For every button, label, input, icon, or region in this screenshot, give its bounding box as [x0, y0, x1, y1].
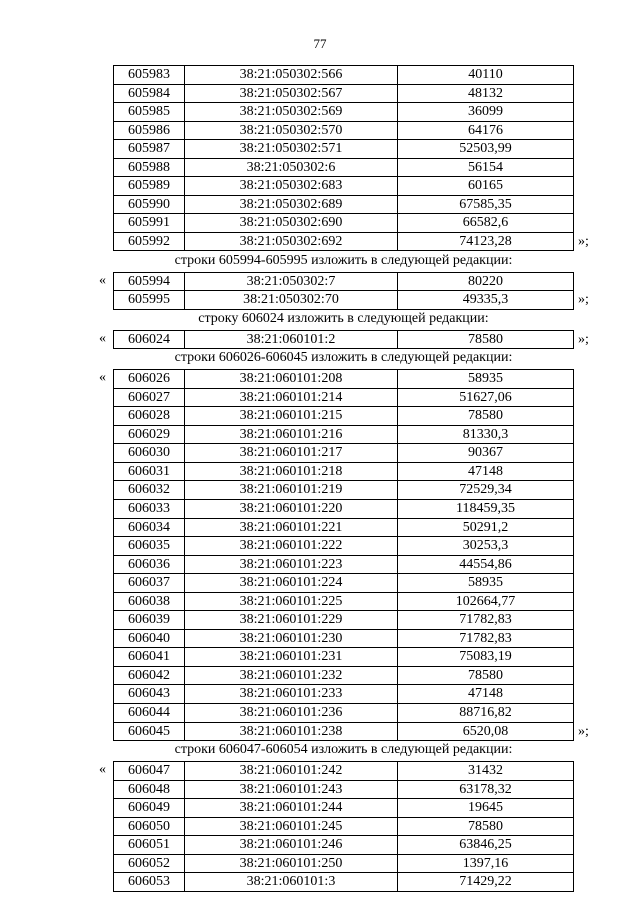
row-number-cell: 606040 — [114, 629, 185, 648]
cadastral-number-cell: 38:21:060101:245 — [185, 817, 398, 836]
table-row — [114, 140, 574, 159]
value-cell: 47148 — [398, 462, 574, 481]
value-cell: 75083,19 — [398, 648, 574, 667]
row-number-cell: 605983 — [114, 66, 185, 85]
table-row — [114, 177, 574, 196]
closing-quote: »; — [578, 723, 589, 739]
row-number-cell: 606026 — [114, 370, 185, 389]
value-cell: 40110 — [398, 66, 574, 85]
cadastral-number-cell: 38:21:060101:221 — [185, 518, 398, 537]
cadastral-number-cell: 38:21:060101:250 — [185, 854, 398, 873]
cadastral-number-cell: 38:21:060101:230 — [185, 629, 398, 648]
value-cell: 36099 — [398, 103, 574, 122]
table-row — [114, 854, 574, 873]
value-cell: 102664,77 — [398, 592, 574, 611]
table-row — [114, 84, 574, 103]
value-cell: 31432 — [398, 762, 574, 781]
closing-quote: »; — [578, 331, 589, 347]
row-number-cell: 606045 — [114, 722, 185, 741]
cadastral-number-cell: 38:21:060101:246 — [185, 836, 398, 855]
cadastral-number-cell: 38:21:060101:231 — [185, 648, 398, 667]
table-row — [114, 574, 574, 593]
cadastral-number-cell: 38:21:060101:2 — [185, 330, 398, 349]
value-cell: 90367 — [398, 444, 574, 463]
table-row — [114, 703, 574, 722]
opening-quote: « — [99, 762, 106, 778]
cadastral-number-cell: 38:21:060101:243 — [185, 780, 398, 799]
register-table — [113, 330, 574, 350]
table-row — [114, 481, 574, 500]
cadastral-number-cell: 38:21:050302:683 — [185, 177, 398, 196]
cadastral-number-cell: 38:21:060101:208 — [185, 370, 398, 389]
table-row — [114, 462, 574, 481]
table-row — [114, 407, 574, 426]
row-number-cell: 606031 — [114, 462, 185, 481]
table-row — [114, 722, 574, 741]
cadastral-number-cell: 38:21:050302:566 — [185, 66, 398, 85]
cadastral-number-cell: 38:21:060101:224 — [185, 574, 398, 593]
table-row — [114, 388, 574, 407]
row-number-cell: 606050 — [114, 817, 185, 836]
table-row — [114, 555, 574, 574]
amendment-heading: строки 606047-606054 изложить в следующей редакции: — [174, 742, 513, 758]
table-row — [114, 836, 574, 855]
value-cell: 44554,86 — [398, 555, 574, 574]
opening-quote: « — [99, 272, 106, 288]
cadastral-number-cell: 38:21:050302:70 — [185, 291, 398, 310]
value-cell: 19645 — [398, 799, 574, 818]
cadastral-number-cell: 38:21:050302:569 — [185, 103, 398, 122]
opening-quote: « — [99, 330, 106, 346]
row-number-cell: 605987 — [114, 140, 185, 159]
row-number-cell: 606038 — [114, 592, 185, 611]
table-row — [114, 370, 574, 389]
row-number-cell: 606030 — [114, 444, 185, 463]
row-number-cell: 605994 — [114, 272, 185, 291]
table-row — [114, 762, 574, 781]
cadastral-number-cell: 38:21:060101:223 — [185, 555, 398, 574]
table-row — [114, 444, 574, 463]
register-table — [113, 369, 574, 741]
table-row — [114, 537, 574, 556]
closing-quote: »; — [578, 233, 589, 249]
cadastral-number-cell: 38:21:060101:238 — [185, 722, 398, 741]
row-number-cell: 606029 — [114, 425, 185, 444]
closing-quote: »; — [578, 292, 589, 308]
page-number: 77 — [313, 36, 327, 51]
value-cell: 67585,35 — [398, 195, 574, 214]
cadastral-number-cell: 38:21:060101:216 — [185, 425, 398, 444]
table-row — [114, 425, 574, 444]
row-number-cell: 606044 — [114, 703, 185, 722]
value-cell: 74123,28 — [398, 232, 574, 251]
table-row — [114, 685, 574, 704]
cadastral-number-cell: 38:21:050302:570 — [185, 121, 398, 140]
table-row — [114, 499, 574, 518]
table-row — [114, 330, 574, 349]
value-cell: 52503,99 — [398, 140, 574, 159]
value-cell: 47148 — [398, 685, 574, 704]
value-cell: 60165 — [398, 177, 574, 196]
cadastral-number-cell: 38:21:060101:229 — [185, 611, 398, 630]
table-row — [114, 648, 574, 667]
value-cell: 63846,25 — [398, 836, 574, 855]
row-number-cell: 606048 — [114, 780, 185, 799]
table-row — [114, 780, 574, 799]
value-cell: 78580 — [398, 330, 574, 349]
value-cell: 81330,3 — [398, 425, 574, 444]
row-number-cell: 606037 — [114, 574, 185, 593]
cadastral-number-cell: 38:21:050302:692 — [185, 232, 398, 251]
value-cell: 80220 — [398, 272, 574, 291]
value-cell: 72529,34 — [398, 481, 574, 500]
cadastral-number-cell: 38:21:060101:244 — [185, 799, 398, 818]
value-cell: 78580 — [398, 817, 574, 836]
value-cell: 49335,3 — [398, 291, 574, 310]
cadastral-number-cell: 38:21:060101:3 — [185, 873, 398, 892]
cadastral-number-cell: 38:21:060101:233 — [185, 685, 398, 704]
table-row — [114, 232, 574, 251]
value-cell: 64176 — [398, 121, 574, 140]
table-row — [114, 611, 574, 630]
row-number-cell: 606042 — [114, 666, 185, 685]
table-row — [114, 629, 574, 648]
row-number-cell: 606033 — [114, 499, 185, 518]
cadastral-number-cell: 38:21:060101:219 — [185, 481, 398, 500]
table-row — [114, 195, 574, 214]
row-number-cell: 606032 — [114, 481, 185, 500]
cadastral-number-cell: 38:21:050302:6 — [185, 158, 398, 177]
row-number-cell: 605991 — [114, 214, 185, 233]
cadastral-number-cell: 38:21:050302:690 — [185, 214, 398, 233]
cadastral-number-cell: 38:21:050302:7 — [185, 272, 398, 291]
cadastral-number-cell: 38:21:060101:220 — [185, 499, 398, 518]
amendment-heading: строки 605994-605995 изложить в следующей редакции: — [174, 252, 513, 268]
row-number-cell: 606043 — [114, 685, 185, 704]
value-cell: 6520,08 — [398, 722, 574, 741]
cadastral-number-cell: 38:21:060101:218 — [185, 462, 398, 481]
row-number-cell: 605990 — [114, 195, 185, 214]
table-row — [114, 103, 574, 122]
table-row — [114, 158, 574, 177]
value-cell: 50291,2 — [398, 518, 574, 537]
value-cell: 58935 — [398, 370, 574, 389]
register-table — [113, 272, 574, 310]
value-cell: 63178,32 — [398, 780, 574, 799]
table-row — [114, 799, 574, 818]
value-cell: 118459,35 — [398, 499, 574, 518]
table-row — [114, 817, 574, 836]
table-row — [114, 291, 574, 310]
value-cell: 71782,83 — [398, 611, 574, 630]
table-row — [114, 214, 574, 233]
table-row — [114, 66, 574, 85]
row-number-cell: 605992 — [114, 232, 185, 251]
cadastral-number-cell: 38:21:060101:217 — [185, 444, 398, 463]
row-number-cell: 606053 — [114, 873, 185, 892]
cadastral-number-cell: 38:21:060101:232 — [185, 666, 398, 685]
row-number-cell: 606036 — [114, 555, 185, 574]
cadastral-number-cell: 38:21:060101:215 — [185, 407, 398, 426]
value-cell: 51627,06 — [398, 388, 574, 407]
amendment-heading: строки 606026-606045 изложить в следующей редакции: — [174, 350, 513, 366]
cadastral-number-cell: 38:21:050302:689 — [185, 195, 398, 214]
value-cell: 48132 — [398, 84, 574, 103]
value-cell: 56154 — [398, 158, 574, 177]
cadastral-number-cell: 38:21:060101:236 — [185, 703, 398, 722]
opening-quote: « — [99, 370, 106, 386]
row-number-cell: 605989 — [114, 177, 185, 196]
table-row — [114, 272, 574, 291]
row-number-cell: 606051 — [114, 836, 185, 855]
table-row — [114, 518, 574, 537]
row-number-cell: 606027 — [114, 388, 185, 407]
row-number-cell: 606039 — [114, 611, 185, 630]
register-table — [113, 761, 574, 892]
value-cell: 58935 — [398, 574, 574, 593]
value-cell: 78580 — [398, 666, 574, 685]
row-number-cell: 606052 — [114, 854, 185, 873]
cadastral-number-cell: 38:21:050302:567 — [185, 84, 398, 103]
table-row — [114, 873, 574, 892]
value-cell: 71429,22 — [398, 873, 574, 892]
cadastral-number-cell: 38:21:050302:571 — [185, 140, 398, 159]
cadastral-number-cell: 38:21:060101:214 — [185, 388, 398, 407]
row-number-cell: 606041 — [114, 648, 185, 667]
row-number-cell: 605985 — [114, 103, 185, 122]
row-number-cell: 605986 — [114, 121, 185, 140]
amendment-heading: строку 606024 изложить в следующей редакции: — [198, 310, 489, 326]
row-number-cell: 606024 — [114, 330, 185, 349]
value-cell: 66582,6 — [398, 214, 574, 233]
cadastral-number-cell: 38:21:060101:225 — [185, 592, 398, 611]
value-cell: 30253,3 — [398, 537, 574, 556]
table-row — [114, 666, 574, 685]
table-row — [114, 592, 574, 611]
register-table — [113, 65, 574, 251]
row-number-cell: 605988 — [114, 158, 185, 177]
row-number-cell: 605995 — [114, 291, 185, 310]
row-number-cell: 606047 — [114, 762, 185, 781]
row-number-cell: 606049 — [114, 799, 185, 818]
cadastral-number-cell: 38:21:060101:222 — [185, 537, 398, 556]
table-row — [114, 121, 574, 140]
row-number-cell: 606035 — [114, 537, 185, 556]
value-cell: 71782,83 — [398, 629, 574, 648]
value-cell: 78580 — [398, 407, 574, 426]
cadastral-number-cell: 38:21:060101:242 — [185, 762, 398, 781]
value-cell: 1397,16 — [398, 854, 574, 873]
row-number-cell: 606028 — [114, 407, 185, 426]
row-number-cell: 605984 — [114, 84, 185, 103]
value-cell: 88716,82 — [398, 703, 574, 722]
row-number-cell: 606034 — [114, 518, 185, 537]
